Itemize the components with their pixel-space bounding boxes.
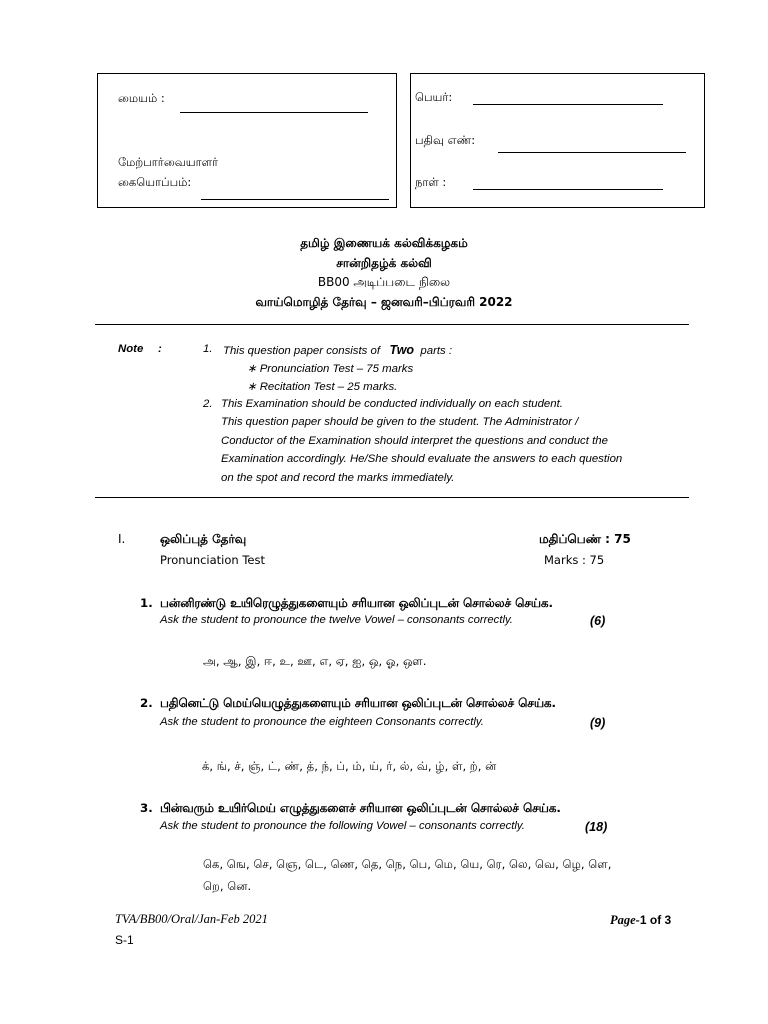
- question-3-marks: (18): [585, 820, 608, 834]
- note-bullet-2: ∗ Recitation Test – 25 marks.: [247, 381, 398, 393]
- question-1-tamil: பன்னிரண்டு உயிரெழுத்துகளையும் சரியான ஒலிப்புடன் சொல்லச் செய்க.: [160, 596, 553, 610]
- question-3-number: 3.: [140, 801, 153, 815]
- course-name: சான்றிதழ்க் கல்வி: [336, 255, 432, 270]
- divider-top: [95, 324, 689, 325]
- note-item-1-bold: Two: [389, 343, 415, 357]
- question-2-english: Ask the student to pronounce the eighteen Consonants correctly.: [160, 716, 484, 728]
- page-indicator: [610, 913, 671, 928]
- question-1-english: Ask the student to pronounce the twelve Vowel – consonants correctly.: [160, 614, 513, 626]
- section-title-english: Pronunciation Test: [160, 553, 266, 567]
- page-prefix: Page-: [610, 913, 640, 927]
- signature-label: கையொப்பம்:: [118, 175, 192, 189]
- note-item-1-text: [223, 343, 452, 357]
- centre-field[interactable]: [180, 112, 368, 113]
- centre-label: மையம் :: [118, 91, 165, 105]
- level-name: BB00 அடிப்படை நிலை: [317, 275, 451, 289]
- note-item-1-post: parts :: [420, 345, 453, 357]
- note-item-1-number: 1.: [203, 343, 213, 355]
- section-title-tamil: ஒலிப்புத் தேர்வு: [160, 532, 247, 546]
- set-code: S-1: [115, 933, 134, 947]
- note-item-2-line-1: This Examination should be conducted individually on each student.: [221, 398, 563, 410]
- page-number: 1 of 3: [639, 913, 672, 927]
- section-marks-tamil: மதிப்பெண் : 75: [539, 532, 631, 546]
- note-item-2-number: 2.: [203, 398, 213, 410]
- question-1-marks: (6): [590, 614, 606, 628]
- question-2-letters: க், ங், ச், ஞ், ட், ண், த், ந், ப், ம், ய், ர், ல், வ், ழ், ள், ற், ன்: [202, 759, 497, 773]
- candidate-details-box: [410, 73, 705, 208]
- date-label: நாள் :: [415, 175, 447, 189]
- note-item-2-line-5: on the spot and record the marks immediately.: [221, 472, 455, 484]
- note-label: Note: [118, 343, 144, 355]
- name-label: பெயர்:: [415, 90, 453, 104]
- reg-number-label: பதிவு எண்:: [415, 133, 476, 147]
- question-1-letters: அ, ஆ, இ, ஈ, உ, ஊ, எ, ஏ, ஐ, ஒ, ஓ, ஔ.: [203, 654, 427, 668]
- section-number: I.: [118, 532, 126, 546]
- section-marks-english: Marks : 75: [544, 553, 605, 567]
- question-2-marks: (9): [590, 716, 606, 730]
- note-item-2-line-3: Conductor of the Examination should interpret the questions and conduct the: [221, 435, 608, 447]
- date-field[interactable]: [473, 189, 663, 190]
- exam-title-block: [0, 234, 768, 312]
- question-3-tamil: பின்வரும் உயிர்மெய் எழுத்துகளைச் சரியான ஒலிப்புடன் சொல்லச் செய்க.: [160, 801, 561, 815]
- institution-name: தமிழ் இணையக் கல்விக்கழகம்: [300, 236, 468, 250]
- note-item-2-line-2: This question paper should be given to the student. The Administrator /: [221, 416, 579, 428]
- name-field[interactable]: [473, 104, 663, 105]
- reg-number-field[interactable]: [498, 152, 686, 153]
- question-3-letters-line-1: கெ, ஙெ, செ, ஞெ, டெ, ணெ, தெ, நெ, பெ, மெ, யெ, ரெ, லெ, வெ, ழெ, ளெ,: [203, 857, 612, 871]
- question-3-english: Ask the student to pronounce the following Vowel – consonants correctly.: [160, 820, 525, 832]
- exam-name: வாய்மொழித் தேர்வு – ஜனவரி–பிப்ரவரி 2022: [255, 294, 513, 309]
- supervisor-label: மேற்பார்வையாளர்: [118, 155, 218, 169]
- question-1-number: 1.: [140, 596, 153, 610]
- question-3-letters-line-2: றெ, னெ.: [203, 879, 252, 893]
- divider-bottom: [95, 497, 689, 498]
- note-item-2-line-4: Examination accordingly. He/She should evaluate the answers to each question: [221, 453, 623, 465]
- centre-details-box: [97, 73, 397, 208]
- note-bullet-1: ∗ Pronunciation Test – 75 marks: [247, 363, 414, 375]
- note-colon: :: [158, 343, 162, 355]
- question-2-tamil: பதினெட்டு மெய்யெழுத்துகளையும் சரியான ஒலிப்புடன் சொல்லச் செய்க.: [160, 696, 556, 710]
- signature-field[interactable]: [201, 199, 389, 200]
- question-2-number: 2.: [140, 696, 153, 710]
- paper-code: TVA/BB00/Oral/Jan-Feb 2021: [115, 912, 268, 926]
- note-item-1-pre: This question paper consists of: [223, 345, 381, 357]
